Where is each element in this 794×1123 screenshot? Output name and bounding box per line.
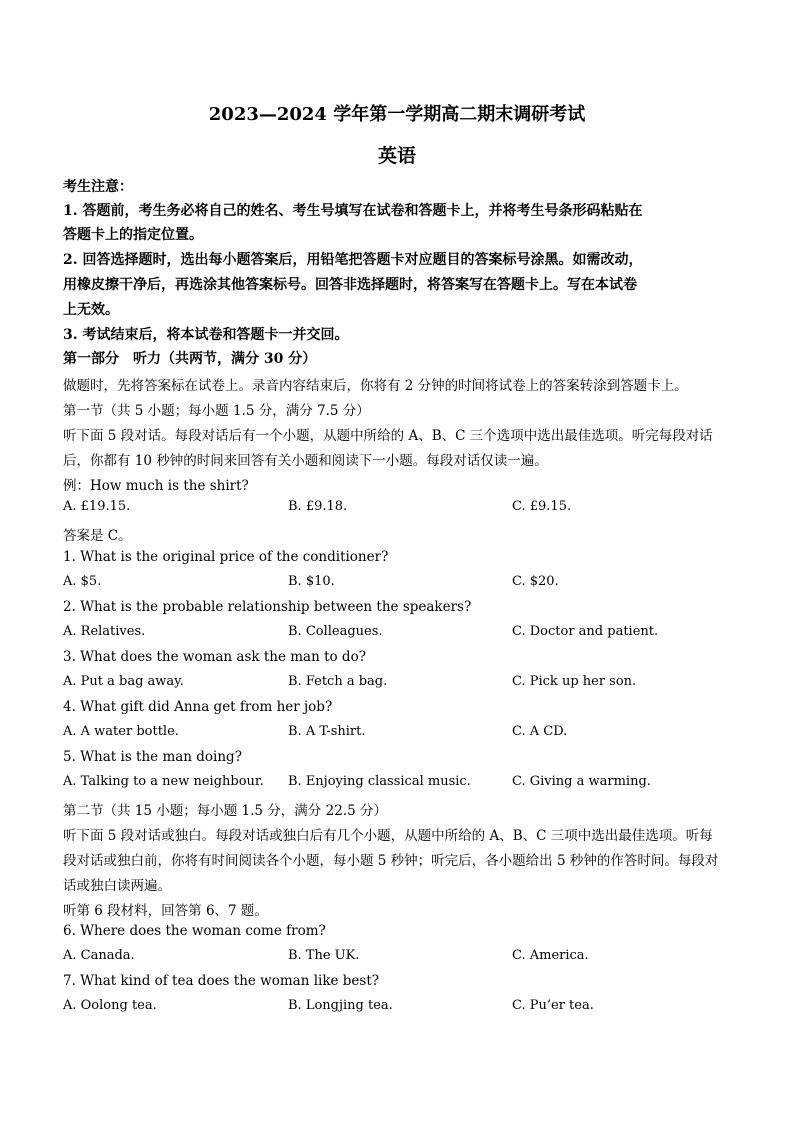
notice-1-line-2: 答题卡上的指定位置。 bbox=[63, 227, 203, 243]
question-4: 4. What gift did Anna get from her job? bbox=[63, 699, 333, 715]
question-4-option-b: B. A T-shirt. bbox=[288, 724, 366, 739]
material-6-heading: 听第 6 段材料，回答第 6、7 题。 bbox=[63, 903, 268, 919]
subject-title: 英语 bbox=[377, 145, 416, 167]
question-3-option-a: A. Put a bag away. bbox=[63, 674, 184, 689]
notice-2-line-2: 用橡皮擦干净后，再选涂其他答案标号。回答非选择题时，将答案写在答题卡上。写在本试卷 bbox=[63, 277, 637, 293]
question-2-option-c: C. Doctor and patient. bbox=[512, 624, 659, 639]
notice-1-line-1: 1. 答题前，考生务必将自己的姓名、考生号填写在试卷和答题卡上，并将考生号条形码粘贴在 bbox=[63, 203, 643, 219]
question-3: 3. What does the woman ask the man to do? bbox=[63, 649, 366, 665]
question-1-option-a: A. $5. bbox=[63, 574, 102, 589]
question-1-option-c: C. $20. bbox=[512, 574, 559, 589]
question-5: 5. What is the man doing? bbox=[63, 749, 242, 765]
example-option-b: B. £9.18. bbox=[288, 499, 348, 514]
exam-title: 2023—2024 学年第一学期高二期末调研考试 bbox=[208, 104, 586, 125]
notice-2-line-3: 上无效。 bbox=[63, 302, 119, 318]
part1-heading: 第一部分 听力（共两节，满分 30 分） bbox=[63, 351, 317, 367]
question-3-option-b: B. Fetch a bag. bbox=[288, 674, 388, 689]
example-option-a: A. £19.15. bbox=[63, 499, 131, 514]
section1-instruction-line-1: 听下面 5 段对话。每段对话后有一个小题，从题中所给的 A、B、C 三个选项中选出最佳选项。听完每段对话 bbox=[63, 428, 713, 444]
question-6-option-a: A. Canada. bbox=[63, 948, 135, 963]
question-7-option-a: A. Oolong tea. bbox=[63, 998, 157, 1013]
question-6-option-c: C. America. bbox=[512, 948, 589, 963]
example-answer: 答案是 C。 bbox=[63, 528, 132, 544]
example-question: 例：How much is the shirt? bbox=[63, 478, 249, 494]
example-option-c: C. £9.15. bbox=[512, 499, 572, 514]
section2-instruction-line-3: 话或独白读两遍。 bbox=[63, 878, 171, 894]
section2-heading: 第二节（共 15 小题；每小题 1.5 分，满分 22.5 分） bbox=[63, 803, 387, 819]
question-7-option-b: B. Longjing tea. bbox=[288, 998, 393, 1013]
question-2-option-b: B. Colleagues. bbox=[288, 624, 383, 639]
question-6-option-b: B. The UK. bbox=[288, 948, 360, 963]
question-3-option-c: C. Pick up her son. bbox=[512, 674, 637, 689]
question-4-option-a: A. A water bottle. bbox=[63, 724, 179, 739]
notice-2-line-1: 2. 回答选择题时，选出每小题答案后，用铅笔把答题卡对应题目的答案标号涂黑。如需改动， bbox=[63, 252, 643, 268]
question-5-option-a: A. Talking to a new neighbour. bbox=[63, 774, 264, 789]
notice-3: 3. 考试结束后，将本试卷和答题卡一并交回。 bbox=[63, 327, 349, 343]
question-4-option-c: C. A CD. bbox=[512, 724, 568, 739]
part1-instruction: 做题时，先将答案标在试卷上。录音内容结束后，你将有 2 分钟的时间将试卷上的答案转涂到答题卡上。 bbox=[63, 378, 688, 394]
notice-heading: 考生注意： bbox=[63, 179, 133, 195]
question-7-option-c: C. Pu’er tea. bbox=[512, 998, 594, 1013]
question-5-option-c: C. Giving a warming. bbox=[512, 774, 651, 789]
section2-instruction-line-2: 段对话或独白前，你将有时间阅读各个小题，每小题 5 秒钟；听完后，各小题给出 5 秒钟的作答时间。每段对 bbox=[63, 853, 719, 869]
question-2: 2. What is the probable relationship between the speakers? bbox=[63, 599, 472, 615]
question-1-option-b: B. $10. bbox=[288, 574, 335, 589]
question-2-option-a: A. Relatives. bbox=[63, 624, 146, 639]
section2-instruction-line-1: 听下面 5 段对话或独白。每段对话或独白后有几个小题，从题中所给的 A、B、C 三项中选出最佳选项。听每 bbox=[63, 828, 713, 844]
section1-heading: 第一节（共 5 小题；每小题 1.5 分，满分 7.5 分） bbox=[63, 403, 370, 419]
question-1: 1. What is the original price of the conditioner? bbox=[63, 549, 389, 565]
section1-instruction-line-2: 后，你都有 10 秒钟的时间来回答有关小题和阅读下一小题。每段对话仅读一遍。 bbox=[63, 453, 548, 469]
question-6: 6. Where does the woman come from? bbox=[63, 923, 326, 939]
question-7: 7. What kind of tea does the woman like best? bbox=[63, 973, 380, 989]
question-5-option-b: B. Enjoying classical music. bbox=[288, 774, 471, 789]
